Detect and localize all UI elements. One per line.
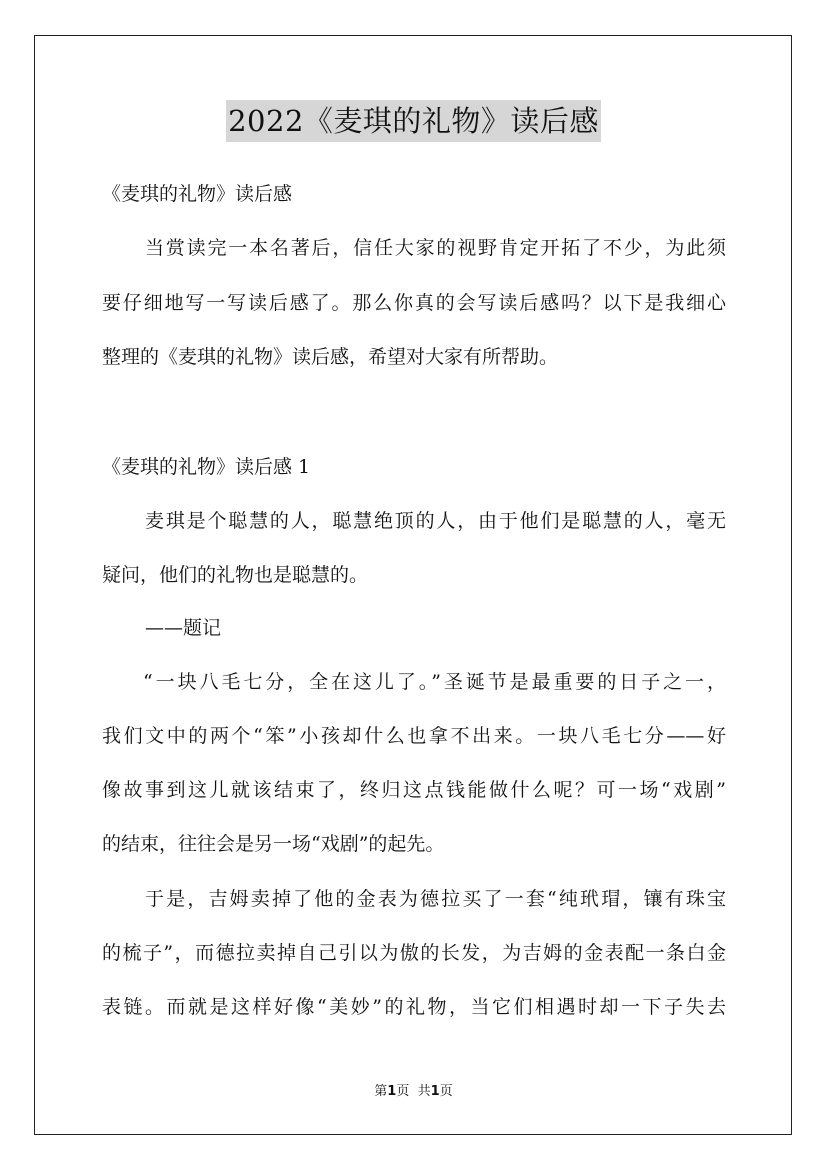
subtitle: 《麦琪的礼物》读后感 (102, 183, 293, 205)
para1-line-1: “一块八毛七分，全在这儿了。”圣诞节是最重要的日子之一， (143, 671, 726, 693)
footer-page-number: 1 (387, 1084, 397, 1099)
title-container (0, 100, 827, 142)
footer-total-prefix: 共 (417, 1084, 431, 1099)
para1-line-3: 像故事到这儿就该结束了，终归这点钱能做什么呢？可一场“戏剧” (102, 779, 726, 801)
para1-line-2: 我们文中的两个“笨”小孩却什么也拿不出来。一块八毛七分——好 (102, 725, 726, 747)
para1-line-4: 的结束，往往会是另一场“戏剧”的起先。 (102, 833, 445, 855)
para2-line-2: 的梳子”，而德拉卖掉自己引以为傲的长发，为吉姆的金表配一条白金 (102, 942, 726, 964)
footer-page-prefix: 第 (374, 1084, 388, 1099)
footer-page-suffix: 页 (396, 1084, 410, 1099)
document-title: 2022《麦琪的礼物》读后感 (226, 100, 601, 142)
intro-line-2: 要仔细地写一写读后感了。那么你真的会写读后感吗？以下是我细心 (102, 292, 726, 314)
footer-total-number: 1 (430, 1084, 440, 1099)
epigraph-line-2: 疑问，他们的礼物也是聪慧的。 (102, 564, 369, 586)
intro-line-1: 当赏读完一本名著后，信任大家的视野肯定开拓了不少，为此须 (145, 237, 726, 259)
para2-line-1: 于是，吉姆卖掉了他的金表为德拉买了一套“纯玳瑁，镶有珠宝 (145, 888, 726, 910)
para2-line-3: 表链。而就是这样好像“美妙”的礼物，当它们相遇时却一下子失去 (102, 996, 726, 1018)
epigraph-line-1: 麦琪是个聪慧的人，聪慧绝顶的人，由于他们是聪慧的人，毫无 (145, 510, 726, 532)
epigraph-attribution: ——题记 (145, 617, 222, 639)
footer-total-suffix: 页 (439, 1084, 453, 1099)
page-footer (0, 1083, 827, 1101)
section-heading: 《麦琪的礼物》读后感 1 (102, 456, 311, 478)
intro-line-3: 整理的《麦琪的礼物》读后感，希望对大家有所帮助。 (102, 346, 559, 368)
